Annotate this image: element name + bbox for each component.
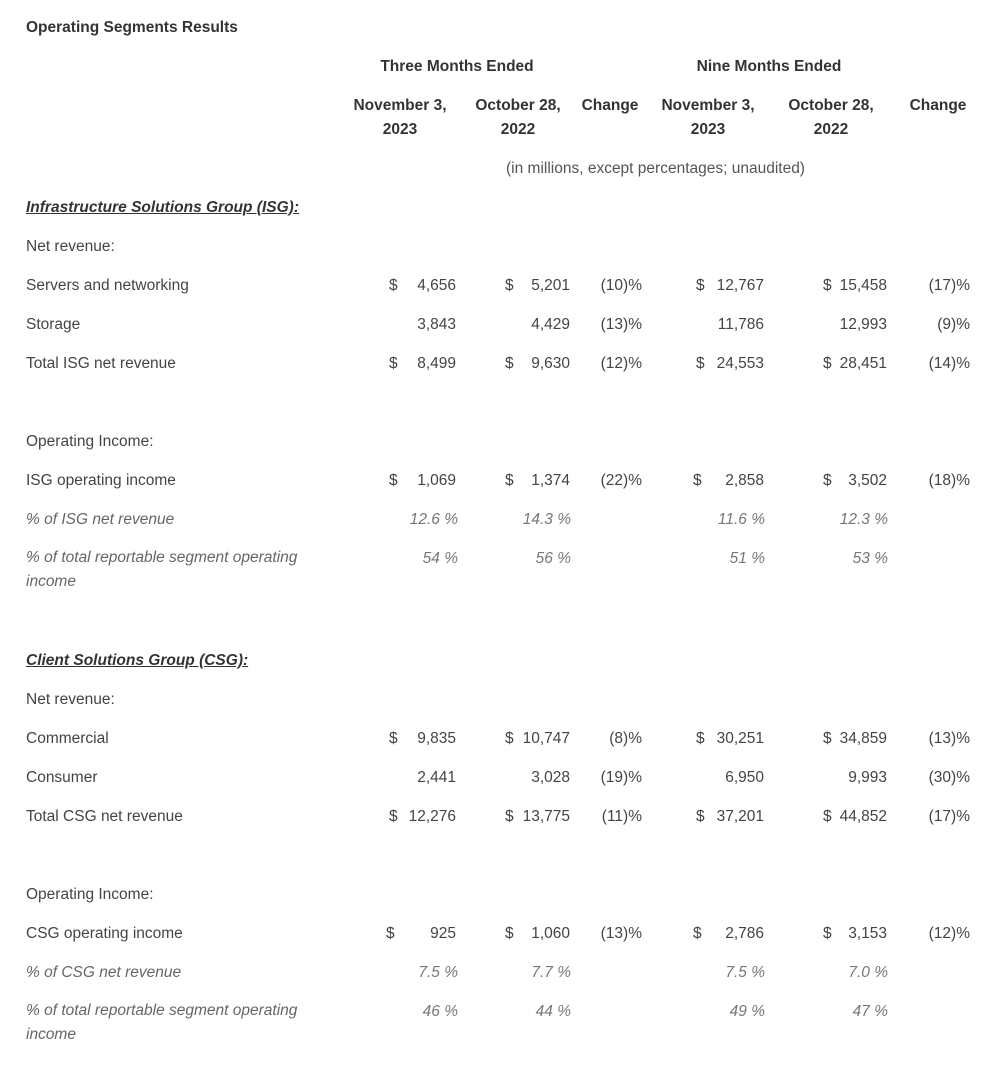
cell-value: 3,028 xyxy=(531,769,570,786)
currency-symbol: $ xyxy=(823,808,832,825)
col-header-9m-2023: November 3, 2023 xyxy=(661,97,755,138)
currency-symbol: $ xyxy=(389,472,398,489)
currency-symbol: $ xyxy=(505,730,514,747)
col-header-q-2023: November 3, 2023 xyxy=(353,97,447,138)
row-label: ISG operating income xyxy=(26,472,176,489)
cell-value: 30,251 xyxy=(716,730,764,747)
cell-change: (14)% xyxy=(928,355,970,372)
cell-value: 13,775 xyxy=(522,808,570,825)
cell-value: 3,502 xyxy=(848,472,887,489)
row-label: Consumer xyxy=(26,769,98,786)
cell-percent: 7.0 % xyxy=(848,964,888,981)
currency-symbol: $ xyxy=(693,925,702,942)
row-label: Storage xyxy=(26,316,81,333)
row-label: Total ISG net revenue xyxy=(26,355,176,372)
cell-change: (12)% xyxy=(928,925,970,942)
cell-change: (22)% xyxy=(600,472,642,489)
cell-value: 1,069 xyxy=(417,472,456,489)
cell-value: 11,786 xyxy=(717,316,764,333)
header-nine-months: Nine Months Ended xyxy=(696,58,842,75)
page-title: Operating Segments Results xyxy=(26,19,238,36)
currency-symbol: $ xyxy=(505,808,514,825)
cell-value: 3,843 xyxy=(417,316,456,333)
currency-symbol: $ xyxy=(389,730,398,747)
cell-value: 6,950 xyxy=(725,769,764,786)
cell-change: (30)% xyxy=(928,769,970,786)
row-label: CSG operating income xyxy=(26,925,183,942)
currency-symbol: $ xyxy=(505,277,514,294)
col-header-q-change: Change xyxy=(581,97,639,114)
cell-value: 12,993 xyxy=(839,316,887,333)
cell-value: 12,276 xyxy=(408,808,456,825)
cell-change: (13)% xyxy=(600,925,642,942)
currency-symbol: $ xyxy=(693,472,702,489)
cell-value: 44,852 xyxy=(839,808,887,825)
currency-symbol: $ xyxy=(505,355,514,372)
row-label: % of ISG net revenue xyxy=(26,511,175,528)
cell-value: 12,767 xyxy=(716,277,764,294)
cell-change: (17)% xyxy=(928,808,970,825)
cell-percent: 51 % xyxy=(729,550,765,567)
cell-value: 10,747 xyxy=(522,730,570,747)
cell-percent: 46 % xyxy=(422,1003,458,1020)
operating-income-label: Operating Income: xyxy=(26,433,154,450)
cell-percent: 12.6 % xyxy=(409,511,458,528)
units-note: (in millions, except percentages; unaudited) xyxy=(506,160,805,177)
cell-percent: 44 % xyxy=(535,1003,571,1020)
cell-value: 28,451 xyxy=(839,355,887,372)
cell-percent: 54 % xyxy=(422,550,458,567)
cell-change: (18)% xyxy=(928,472,970,489)
cell-value: 9,835 xyxy=(417,730,456,747)
cell-percent: 12.3 % xyxy=(839,511,888,528)
col-header-9m-change: Change xyxy=(909,97,967,114)
currency-symbol: $ xyxy=(696,355,705,372)
cell-value: 37,201 xyxy=(716,808,764,825)
cell-change: (17)% xyxy=(928,277,970,294)
cell-percent: 56 % xyxy=(535,550,571,567)
cell-value: 9,630 xyxy=(531,355,570,372)
cell-value: 2,441 xyxy=(417,769,456,786)
currency-symbol: $ xyxy=(823,277,832,294)
row-label: % of CSG net revenue xyxy=(26,964,182,981)
cell-percent: 7.5 % xyxy=(725,964,765,981)
cell-value: 3,153 xyxy=(848,925,887,942)
cell-value: 8,499 xyxy=(417,355,456,372)
cell-change: (13)% xyxy=(600,316,642,333)
currency-symbol: $ xyxy=(696,808,705,825)
cell-value: 34,859 xyxy=(839,730,887,747)
cell-percent: 11.6 % xyxy=(717,511,765,528)
cell-percent: 14.3 % xyxy=(522,511,571,528)
cell-change: (13)% xyxy=(928,730,970,747)
col-header-9m-2022: October 28, 2022 xyxy=(788,97,874,138)
cell-percent: 7.5 % xyxy=(418,964,458,981)
cell-percent: 53 % xyxy=(852,550,888,567)
currency-symbol: $ xyxy=(696,277,705,294)
row-label: % of total reportable segment operating income xyxy=(26,1002,298,1043)
currency-symbol: $ xyxy=(696,730,705,747)
currency-symbol: $ xyxy=(389,277,398,294)
col-header-q-2022: October 28, 2022 xyxy=(475,97,561,138)
row-label: Commercial xyxy=(26,730,109,747)
currency-symbol: $ xyxy=(823,472,832,489)
cell-change: (9)% xyxy=(937,316,970,333)
section-title-csg: Client Solutions Group (CSG): xyxy=(26,652,249,669)
cell-change: (12)% xyxy=(600,355,642,372)
currency-symbol: $ xyxy=(823,355,832,372)
net-revenue-label: Net revenue: xyxy=(26,691,115,708)
cell-value: 4,429 xyxy=(531,316,570,333)
cell-percent: 7.7 % xyxy=(531,964,571,981)
cell-value: 2,786 xyxy=(725,925,764,942)
cell-change: (11)% xyxy=(601,808,642,825)
net-revenue-label: Net revenue: xyxy=(26,238,115,255)
currency-symbol: $ xyxy=(389,355,398,372)
cell-value: 2,858 xyxy=(725,472,764,489)
currency-symbol: $ xyxy=(386,925,395,942)
cell-value: 15,458 xyxy=(839,277,887,294)
row-label: Servers and networking xyxy=(26,277,189,294)
cell-value: 4,656 xyxy=(417,277,456,294)
section-title-isg: Infrastructure Solutions Group (ISG): xyxy=(26,199,299,216)
header-three-months: Three Months Ended xyxy=(380,58,534,75)
cell-value: 24,553 xyxy=(716,355,764,372)
cell-value: 1,374 xyxy=(531,472,570,489)
cell-value: 925 xyxy=(430,925,456,942)
cell-percent: 47 % xyxy=(852,1003,888,1020)
currency-symbol: $ xyxy=(823,730,832,747)
cell-value: 5,201 xyxy=(531,277,570,294)
cell-change: (8)% xyxy=(609,730,642,747)
row-label: % of total reportable segment operating income xyxy=(26,549,298,590)
currency-symbol: $ xyxy=(505,472,514,489)
cell-value: 9,993 xyxy=(848,769,887,786)
cell-change: (10)% xyxy=(600,277,642,294)
cell-value: 1,060 xyxy=(531,925,570,942)
currency-symbol: $ xyxy=(823,925,832,942)
currency-symbol: $ xyxy=(505,925,514,942)
cell-change: (19)% xyxy=(600,769,642,786)
currency-symbol: $ xyxy=(389,808,398,825)
operating-income-label: Operating Income: xyxy=(26,886,154,903)
row-label: Total CSG net revenue xyxy=(26,808,183,825)
cell-percent: 49 % xyxy=(729,1003,765,1020)
